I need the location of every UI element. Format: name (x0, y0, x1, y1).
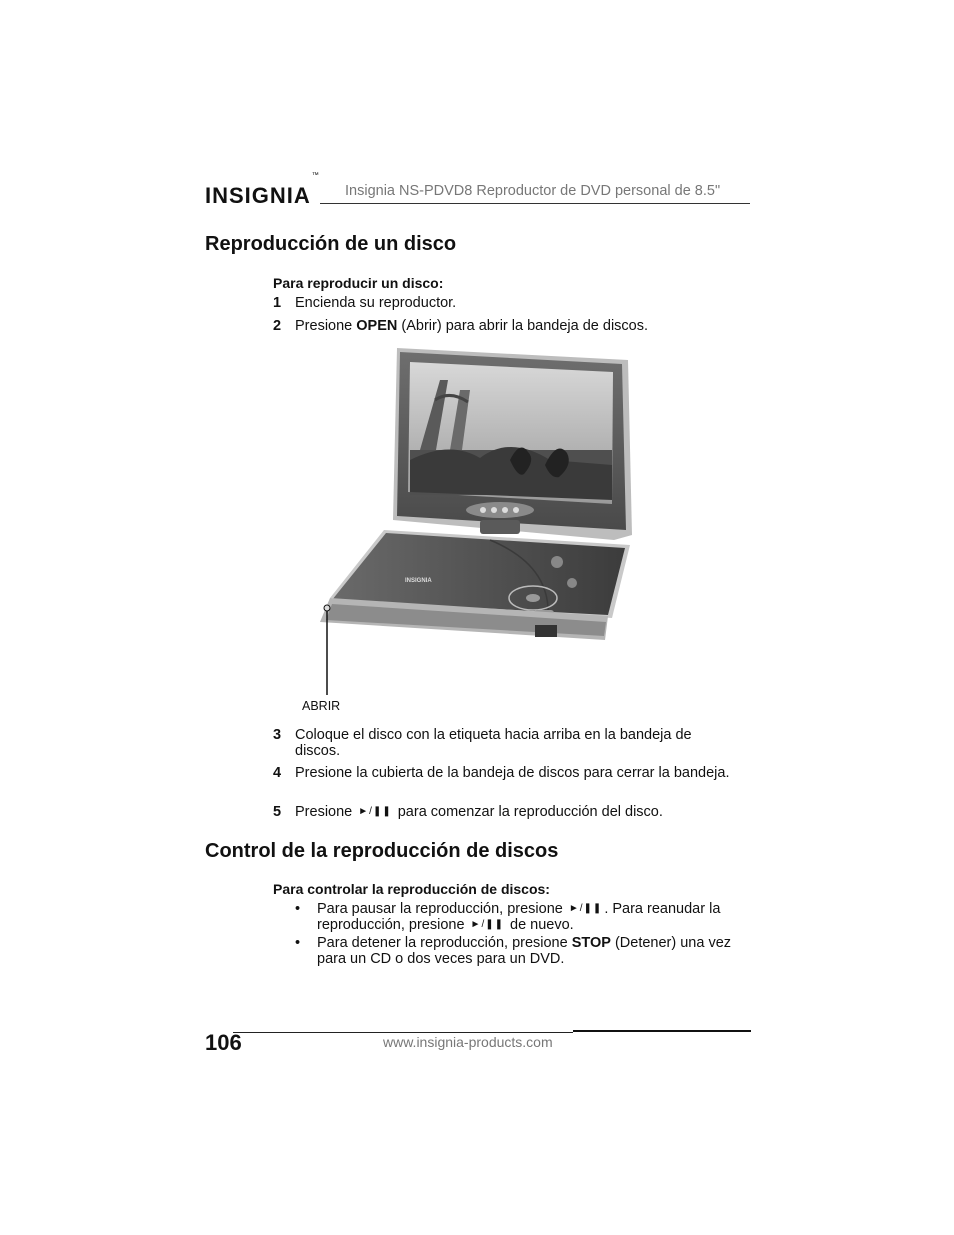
step-text: Presione la cubierta de la bandeja de discos para cerrar la bandeja. (295, 765, 730, 781)
header-title: Insignia NS-PDVD8 Reproductor de DVD personal de 8.5" (345, 183, 721, 199)
play-pause-icon: ►/❚❚ (470, 919, 504, 931)
page-number: 106 (205, 1030, 242, 1055)
section-subtitle-playback: Para reproducir un disco: (273, 275, 444, 291)
footer-divider-bold (573, 1030, 751, 1032)
step-number: 3 (273, 727, 282, 743)
step-text: Encienda su reproductor. (295, 295, 457, 311)
footer-divider (233, 1032, 573, 1033)
brand-logo (205, 172, 319, 214)
open-key-label: OPEN (356, 318, 398, 334)
header-divider (320, 203, 750, 204)
step-text: Coloque el disco con la etiqueta hacia arriba en la bandeja de discos. (295, 727, 692, 759)
bullet-text: Para detener la reproducción, presione STOP (Detener) una vez para un CD o dos veces para un DVD. (317, 935, 732, 967)
section-title-control: Control de la reproducción de discos (205, 840, 559, 862)
play-pause-icon: ►/❚❚ (568, 903, 603, 915)
stop-key-label: STOP (571, 935, 611, 951)
logo-text: INSIGNIA (205, 183, 311, 208)
svg-text:INSIGNIA: INSIGNIA (405, 578, 432, 584)
section-title-playback: Reproducción de un disco (205, 233, 457, 255)
bullet-text: Para pausar la reproducción, presione ►/❚❚ . Para reanudar la reproducción, presione ►/❚❚ de nuevo. (317, 901, 721, 934)
step-number: 1 (273, 295, 282, 311)
figure-caption-open: ABRIR (302, 699, 341, 713)
step-text: Presione ►/❚❚ para comenzar la reproducción del disco. (295, 804, 663, 820)
bullet-dot: • (295, 901, 301, 917)
step-text: Presione OPEN (Abrir) para abrir la bandeja de discos. (295, 318, 649, 334)
bullet-dot: • (295, 935, 301, 951)
step-number: 2 (273, 318, 282, 334)
footer-url: www.insignia-products.com (383, 1034, 553, 1050)
dvd-player-illustration (300, 340, 640, 705)
play-pause-icon: ►/❚❚ (358, 806, 392, 818)
step-number: 5 (273, 804, 282, 820)
step-number: 4 (273, 765, 282, 781)
logo-trademark: ™ (311, 172, 319, 179)
section-subtitle-control: Para controlar la reproducción de discos: (273, 881, 550, 897)
